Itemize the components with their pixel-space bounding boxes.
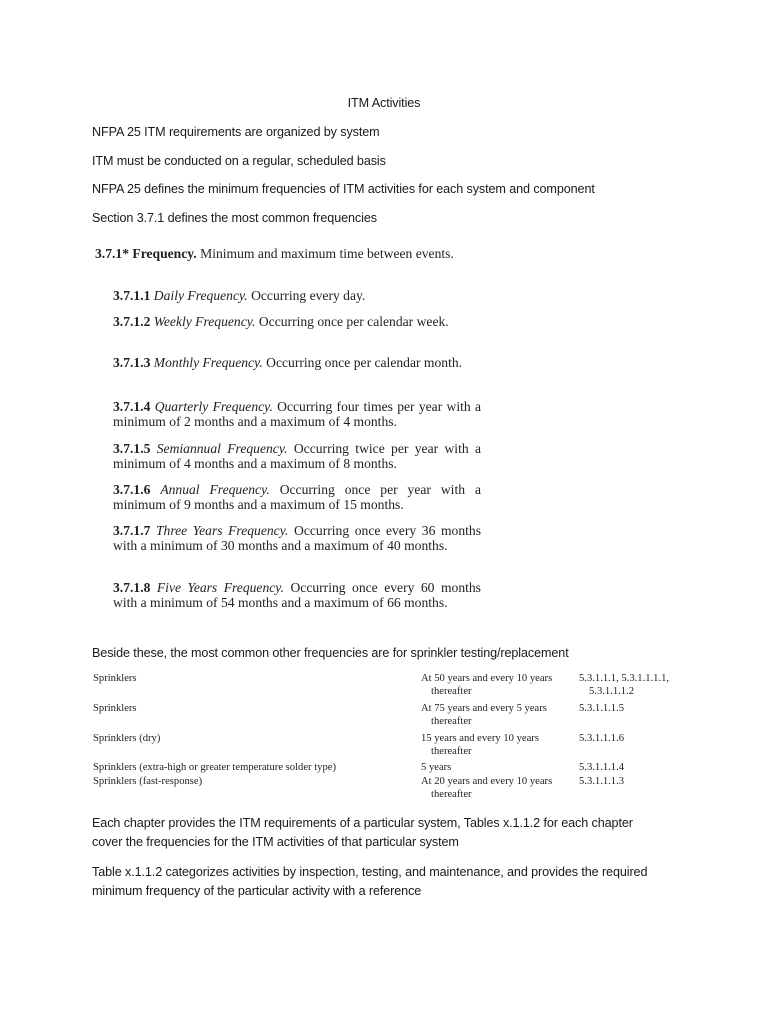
- page-title: ITM Activities: [347, 96, 421, 110]
- definition-item: [113, 314, 481, 329]
- intro-line-3: NFPA 25 defines the minimum frequencies of ITM activities for each system and component: [92, 182, 595, 196]
- definition-number: 3.7.1.8: [113, 580, 151, 595]
- definition-number: 3.7.1.4: [113, 399, 151, 414]
- table-cell-reference: 5.3.1.1.1.6: [579, 733, 625, 744]
- frequency-text: At 75 years and every 5 years: [421, 703, 547, 714]
- definition-term: Frequency.: [132, 246, 197, 261]
- definition-item: [113, 288, 481, 303]
- reference-text-cont: 5.3.1.1.1.2: [589, 685, 635, 697]
- definition-number: 3.7.1.2: [113, 314, 151, 329]
- definition-item: [113, 580, 481, 610]
- definition-term: Quarterly Frequency.: [154, 399, 273, 414]
- definition-text: Occurring four times per year with a minimum of 2 months and a maximum of 4 months.: [113, 399, 482, 429]
- definition-text: Occurring every day.: [251, 288, 366, 303]
- sprinkler-intro: Beside these, the most common other frequencies are for sprinkler testing/replacement: [92, 646, 569, 660]
- definition-term: Daily Frequency.: [153, 288, 248, 303]
- definition-term: Three Years Frequency.: [156, 523, 289, 538]
- definition-item: [113, 523, 481, 553]
- definition-term: Monthly Frequency.: [153, 355, 263, 370]
- intro-line-4: Section 3.7.1 defines the most common frequencies: [92, 211, 377, 225]
- table-cell-item: Sprinklers (extra-high or greater temperature solder type): [93, 762, 336, 773]
- definition-item: [113, 355, 481, 370]
- definition-item: [113, 399, 481, 429]
- table-cell-reference: 5.3.1.1.1.4: [579, 762, 625, 773]
- definition-term: Five Years Frequency.: [156, 580, 284, 595]
- frequency-text-cont: thereafter: [431, 788, 472, 800]
- reference-text: 5.3.1.1.1, 5.3.1.1.1.1,: [579, 673, 670, 684]
- table-cell-frequency: [421, 776, 571, 801]
- table-cell-item: Sprinklers: [93, 673, 137, 684]
- definition-text: Occurring once every 60 months with a minimum of 54 months and a maximum of 66 months.: [113, 580, 481, 610]
- table-cell-frequency: 5 years: [421, 762, 452, 773]
- table-cell-item: Sprinklers (fast-response): [93, 776, 203, 787]
- table-cell-reference: 5.3.1.1.1.5: [579, 703, 625, 714]
- table-cell-frequency: [421, 733, 571, 758]
- definition-text: Occurring once per year with a minimum of 9 months and a maximum of 15 months.: [113, 482, 481, 512]
- table-cell-reference: [579, 673, 689, 698]
- table-cell-item: Sprinklers: [93, 703, 137, 714]
- intro-line-2: ITM must be conducted on a regular, scheduled basis: [92, 154, 386, 168]
- definition-number: 3.7.1.6: [113, 482, 151, 497]
- outro-para2-line1: Table x.1.1.2 categorizes activities by inspection, testing, and maintenance, and provides the required: [92, 865, 648, 879]
- frequency-text: 15 years and every 10 years: [421, 733, 539, 744]
- definition-text: Occurring once per calendar month.: [266, 355, 463, 370]
- outro-para1-line1: Each chapter provides the ITM requirements of a particular system, Tables x.1.1.2 for each chapter: [92, 816, 633, 830]
- definition-item: [113, 482, 481, 512]
- frequency-text: At 50 years and every 10 years: [421, 673, 553, 684]
- table-cell-frequency: [421, 703, 571, 728]
- definition-number: 3.7.1*: [95, 246, 129, 261]
- definition-term: Semiannual Frequency.: [156, 441, 288, 456]
- frequency-text-cont: thereafter: [431, 745, 472, 757]
- frequency-text: At 20 years and every 10 years: [421, 776, 553, 787]
- definition-term: Weekly Frequency.: [153, 314, 256, 329]
- table-cell-reference: 5.3.1.1.1.3: [579, 776, 625, 787]
- definition-text: Occurring once every 36 months with a minimum of 30 months and a maximum of 40 months.: [113, 523, 481, 553]
- definition-item: [113, 441, 481, 471]
- definition-main: [95, 246, 481, 261]
- table-cell-frequency: [421, 673, 571, 698]
- definition-text: Occurring once per calendar week.: [258, 314, 449, 329]
- definition-number: 3.7.1.1: [113, 288, 151, 303]
- definition-term: Annual Frequency.: [160, 482, 270, 497]
- frequency-text-cont: thereafter: [431, 715, 472, 727]
- definition-number: 3.7.1.3: [113, 355, 151, 370]
- definition-number: 3.7.1.5: [113, 441, 151, 456]
- definition-number: 3.7.1.7: [113, 523, 151, 538]
- intro-line-1: NFPA 25 ITM requirements are organized by system: [92, 125, 380, 139]
- table-cell-item: Sprinklers (dry): [93, 733, 161, 744]
- outro-para2-line2: minimum frequency of the particular activity with a reference: [92, 884, 422, 898]
- definition-text: Minimum and maximum time between events.: [200, 246, 454, 261]
- outro-para1-line2: cover the frequencies for the ITM activities of that particular system: [92, 835, 459, 849]
- definition-text: Occurring twice per year with a minimum of 4 months and a maximum of 8 months.: [113, 441, 482, 471]
- frequency-text-cont: thereafter: [431, 685, 472, 697]
